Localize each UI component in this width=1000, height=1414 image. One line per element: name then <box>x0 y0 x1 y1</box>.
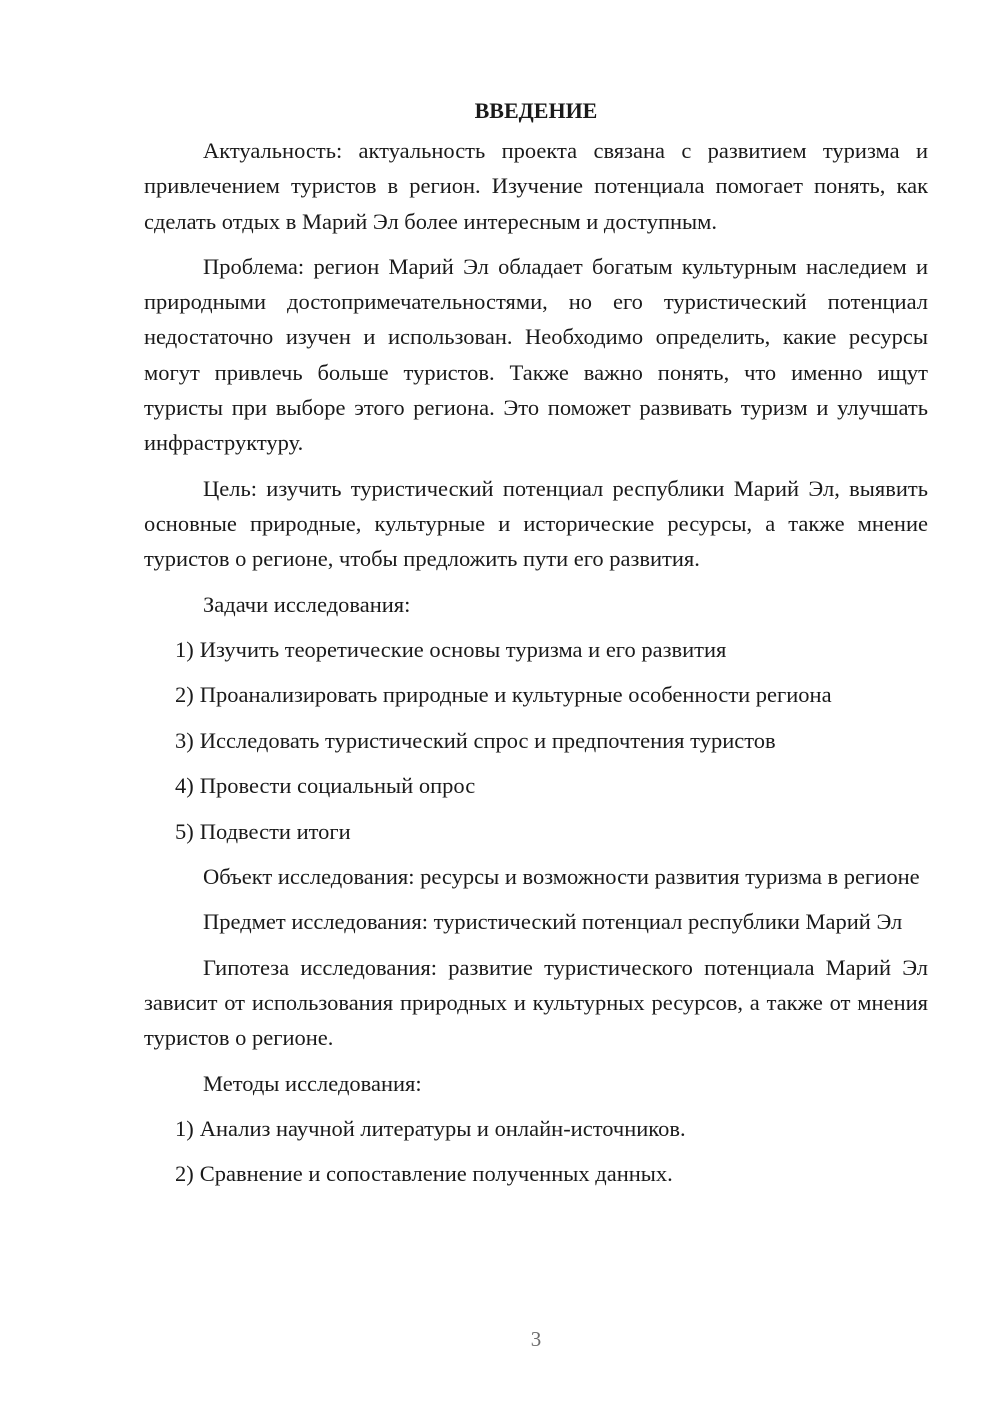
subject-paragraph: Предмет исследования: туристический потенциал республики Марий Эл <box>203 909 903 935</box>
object-paragraph: Объект исследования: ресурсы и возможности развития туризма в регионе <box>203 864 920 890</box>
section-title: ВВЕДЕНИЕ <box>474 98 598 123</box>
list-item <box>144 814 928 849</box>
goal-paragraph: Цель: изучить туристический потенциал республики Марий Эл, выявить основные природные, культурные и исторические ресурсы, а также мнение туристов о регионе, чтобы предложить пути его развития. <box>144 475 928 572</box>
tasks-list <box>144 632 928 849</box>
methods-heading: Методы исследования: <box>203 1070 422 1096</box>
tasks-heading: Задачи исследования: <box>203 591 411 617</box>
methods-list <box>144 1111 928 1192</box>
list-item <box>144 723 928 758</box>
list-item-number: 4) <box>175 773 194 799</box>
hypothesis-paragraph: Гипотеза исследования: развитие туристического потенциала Марий Эл зависит от использования природных и культурных ресурсов, а также от мнения туристов о регионе. <box>144 954 928 1051</box>
list-item-text: Провести социальный опрос <box>199 773 476 799</box>
list-item-text: Сравнение и сопоставление полученных данных. <box>199 1161 673 1187</box>
list-item-number: 5) <box>175 818 194 844</box>
list-item-text: Исследовать туристический спрос и предпочтения туристов <box>199 727 776 753</box>
list-item <box>144 1111 928 1146</box>
list-item-number: 2) <box>175 1161 194 1187</box>
list-item <box>144 768 928 803</box>
list-item <box>144 1156 928 1191</box>
list-item-number: 1) <box>175 1115 194 1141</box>
problem-paragraph: Проблема: регион Марий Эл обладает богатым культурным наследием и природными достопримечательностями, но его туристический потенциал недостаточно изучен и использован. Необходимо определить, какие ресурсы могут привлечь больше туристов. Также важно понять, что именно ищут туристы при выборе этого региона. Это поможет развивать туризм и улучшать инфраструктуру. <box>144 253 928 456</box>
list-item-number: 1) <box>175 636 194 662</box>
relevance-paragraph: Актуальность: актуальность проекта связана с развитием туризма и привлечением туристов в регион. Изучение потенциала помогает понять, как сделать отдых в Марий Эл более интересным и доступным. <box>144 138 928 234</box>
list-item-text: Анализ научной литературы и онлайн-источников. <box>199 1115 686 1141</box>
list-item <box>144 632 928 667</box>
list-item-text: Изучить теоретические основы туризма и его развития <box>199 636 727 662</box>
list-item <box>144 677 928 712</box>
list-item-number: 3) <box>175 727 194 753</box>
page-number: 3 <box>530 1327 542 1351</box>
document-page <box>144 95 928 1202</box>
list-item-text: Проанализировать природные и культурные особенности региона <box>199 682 832 708</box>
list-item-text: Подвести итоги <box>199 818 351 844</box>
list-item-number: 2) <box>175 682 194 708</box>
